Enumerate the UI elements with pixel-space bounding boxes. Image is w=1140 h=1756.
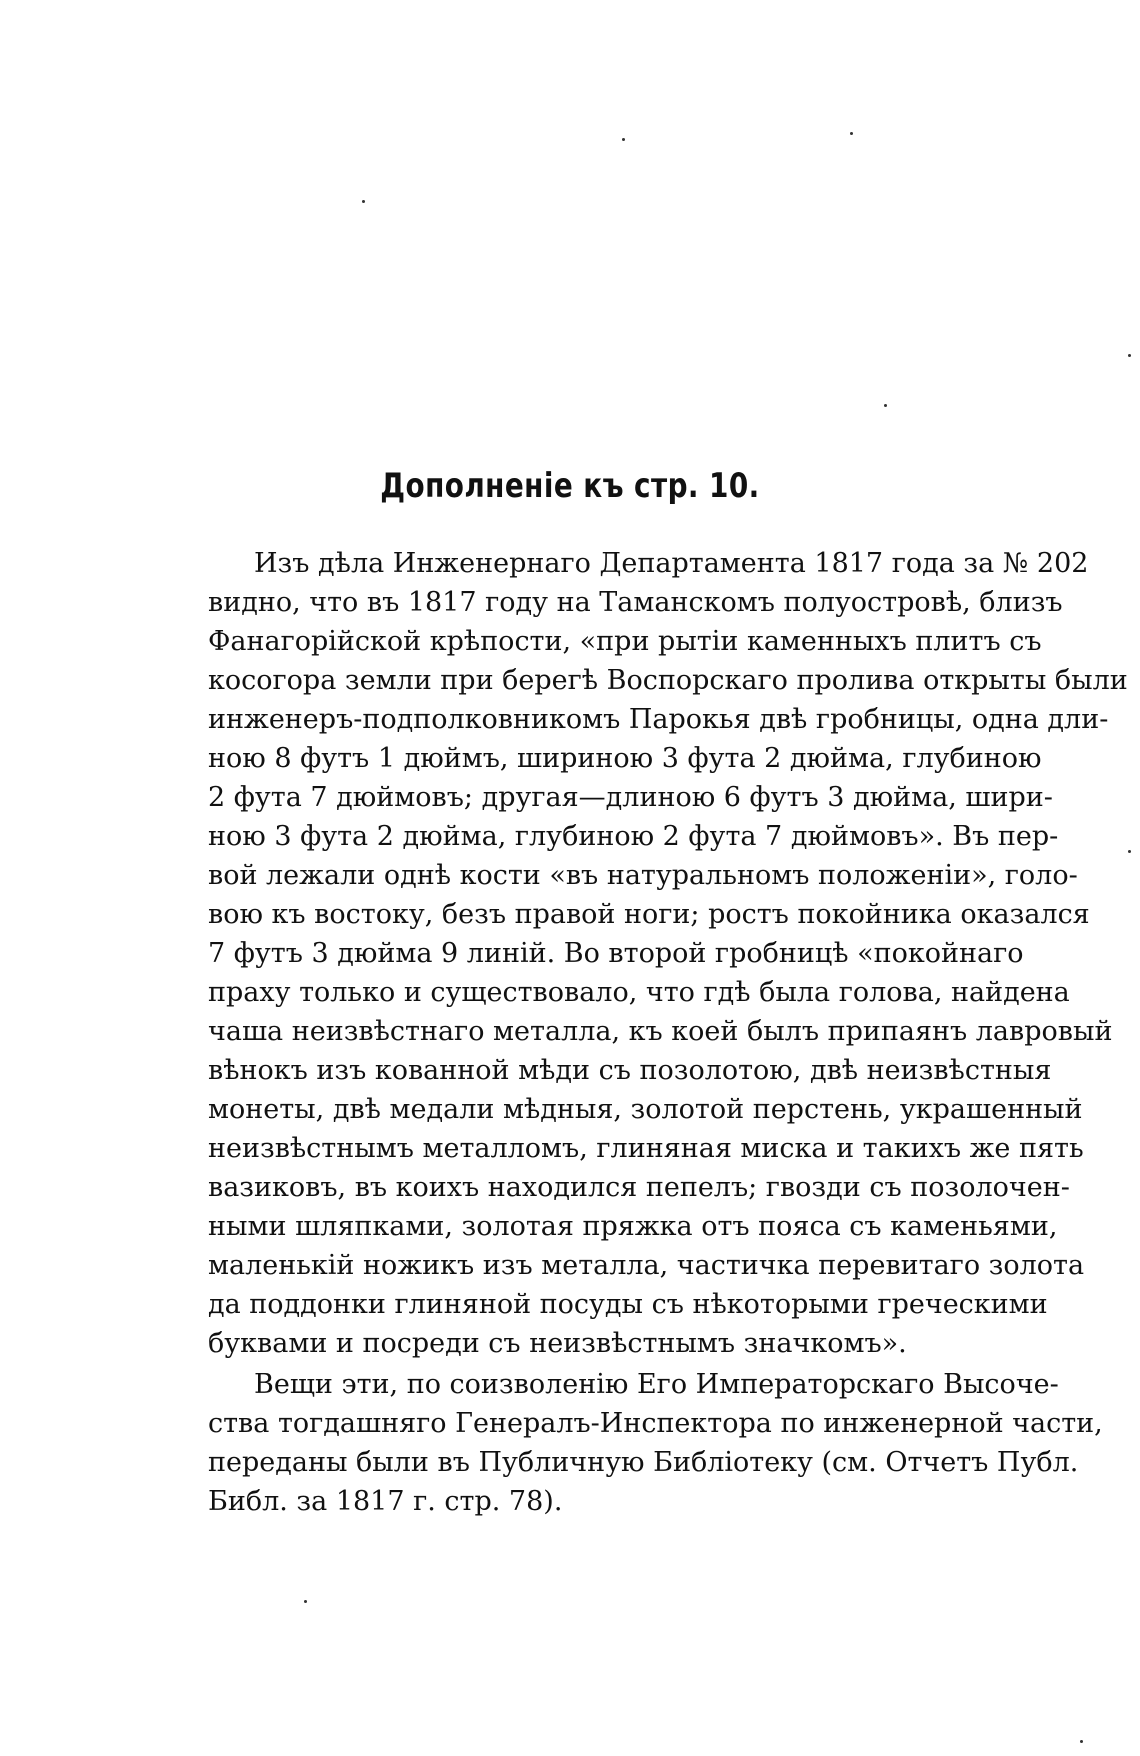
text-line: 2 фута 7 дюймовъ; другая—длиною 6 футъ 3 дюйма, шири- [208,782,1053,813]
text-line: вою къ востоку, безъ правой ноги; ростъ покойника оказался [208,899,1090,930]
scan-speck [1128,354,1131,357]
text-line: да поддонки глиняной посуды съ нѣкоторыми греческими [208,1289,1048,1320]
text-line: монеты, двѣ медали мѣдныя, золотой перстень, украшенный [208,1094,1083,1125]
text-line: вой лежали однѣ кости «въ натуральномъ положеніи», голо- [208,860,1078,891]
scan-speck [1128,850,1131,853]
text-line: Библ. за 1817 г. стр. 78). [208,1486,563,1517]
text-line: Изъ дѣла Инженернаго Департамента 1817 года за № 202 [254,548,1089,579]
text-line: вѣнокъ изъ кованной мѣди съ позолотою, двѣ неизвѣстныя [208,1055,1052,1086]
text-line: ною 3 фута 2 дюйма, глубиною 2 фута 7 дюймовъ». Въ пер- [208,821,1059,852]
text-line: ства тогдашняго Генералъ-Инспектора по инженерной части, [208,1408,1103,1439]
text-line: ною 8 футъ 1 дюймъ, шириною 3 фута 2 дюйма, глубиною [208,743,1042,774]
text-line: неизвѣстнымъ металломъ, глиняная миска и такихъ же пять [208,1133,1084,1164]
text-line: 7 футъ 3 дюйма 9 линій. Во второй гробницѣ «покойнаго [208,938,1024,969]
text-line: маленькій ножикъ изъ металла, частичка перевитаго золота [208,1250,1085,1281]
text-line: праху только и существовало, что гдѣ была голова, найдена [208,977,1070,1008]
text-line: буквами и посреди съ неизвѣстнымъ значкомъ». [208,1328,907,1359]
text-line: инженеръ-подполковникомъ Парокья двѣ гробницы, одна дли- [208,704,1109,735]
scan-speck [622,138,625,141]
scan-speck [362,200,365,203]
page-heading: Дополненіе къ стр. 10. [380,466,760,506]
text-line: вазиковъ, въ коихъ находился пепелъ; гвозди съ позолочен- [208,1172,1070,1203]
text-line: Вещи эти, по соизволенію Его Императорскаго Высоче- [254,1369,1059,1400]
text-line: Фанагорійской крѣпости, «при рытіи каменныхъ плитъ съ [208,626,1042,657]
scan-speck [884,404,887,407]
text-line: ными шляпками, золотая пряжка отъ пояса съ каменьями, [208,1211,1058,1242]
text-line: видно, что въ 1817 году на Таманскомъ полуостровѣ, близъ [208,587,1063,618]
scan-speck [304,1600,307,1603]
text-line: переданы были въ Публичную Библіотеку (см. Отчетъ Публ. [208,1447,1079,1478]
text-line: чаша неизвѣстнаго металла, къ коей былъ припаянъ лавровый [208,1016,1113,1047]
scan-speck [1080,1740,1083,1743]
text-line: косогора земли при берегѣ Воспорскаго пролива открыты были [208,665,1128,696]
scan-speck [850,132,853,135]
